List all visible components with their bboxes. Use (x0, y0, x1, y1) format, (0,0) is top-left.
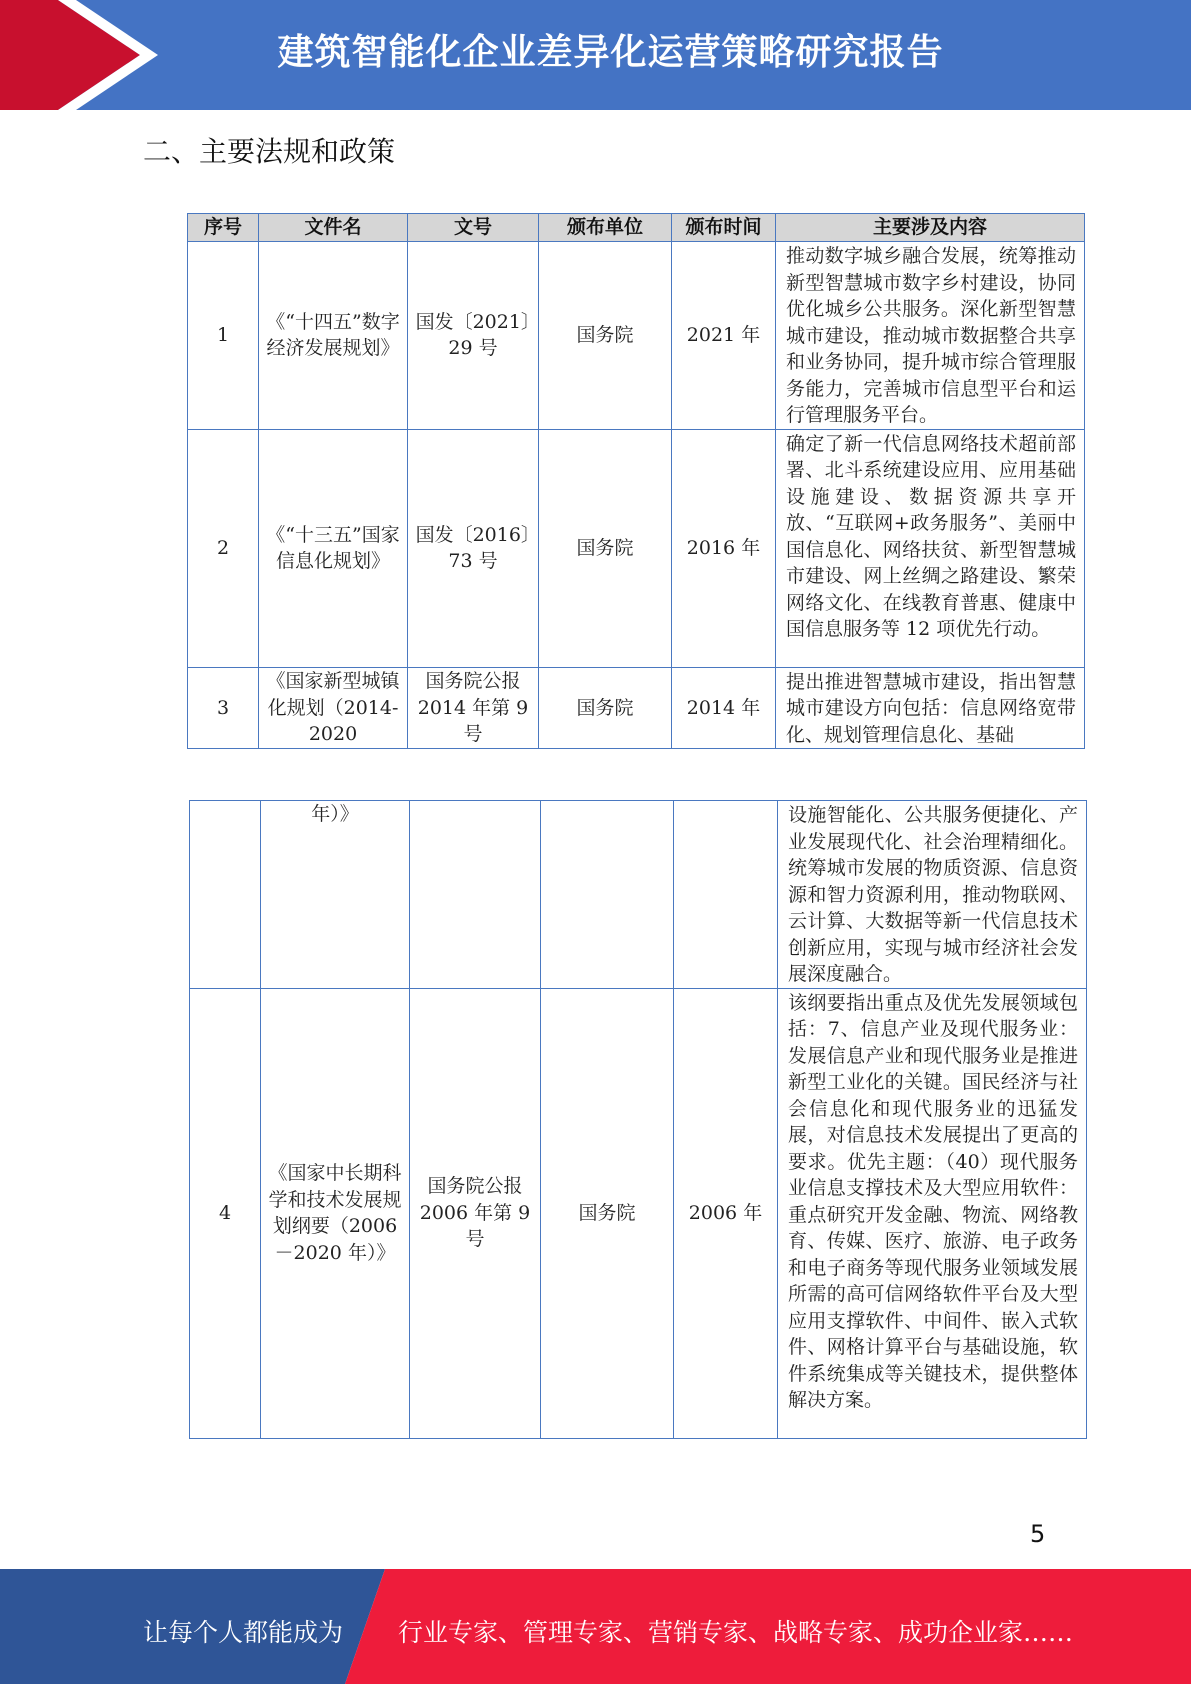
table-row (190, 988, 1087, 1438)
page-header (0, 0, 1191, 110)
column-header-no: 序号 (188, 214, 259, 242)
column-header-content: 主要涉及内容 (776, 214, 1085, 242)
row-issuer (541, 801, 674, 989)
row-content: 设施智能化、公共服务便捷化、产业发展现代化、社会治理精细化。统筹城市发展的物质资源、信息资源和智力资源利用，推动物联网、云计算、大数据等新一代信息技术创新应用，实现与城市经济社会发展深度融合。 (778, 801, 1087, 989)
row-issuer: 国务院 (541, 988, 674, 1438)
row-no: 3 (188, 667, 259, 749)
column-header-year: 颁布时间 (672, 214, 776, 242)
policy-table-part2 (189, 800, 1087, 1439)
row-doc-no: 国务院公报 2014 年第 9 号 (408, 667, 539, 749)
row-name: 《国家新型城镇化规划（2014-2020 (259, 667, 408, 749)
row-name: 《“十三五”国家信息化规划》 (259, 429, 408, 667)
report-title: 建筑智能化企业差异化运营策略研究报告 (277, 32, 944, 73)
row-no: 2 (188, 429, 259, 667)
table-row-continued (190, 801, 1087, 989)
row-doc-no: 国发〔2021〕29 号 (408, 242, 539, 430)
footer-slogan-right: 行业专家、管理专家、营销专家、战略专家、成功企业家…… (398, 1618, 1074, 1647)
header-arrow-decoration (0, 0, 160, 110)
row-year: 2016 年 (672, 429, 776, 667)
row-name: 年）》 (261, 801, 410, 989)
page-number: 5 (1030, 1520, 1046, 1548)
footer-slogan-left: 让每个人都能成为 (143, 1618, 344, 1647)
column-header-issuer: 颁布单位 (539, 214, 672, 242)
row-year: 2021 年 (672, 242, 776, 430)
row-no (190, 801, 261, 989)
row-name: 《“十四五”数字经济发展规划》 (259, 242, 408, 430)
row-content: 推动数字城乡融合发展，统筹推动新型智慧城市数字乡村建设，协同优化城乡公共服务。深化新型智慧城市建设，推动城市数据整合共享和业务协同，提升城市综合管理服务能力，完善城市信息型平台和运行管理服务平台。 (776, 242, 1085, 430)
row-name: 《国家中长期科学和技术发展规划纲要（2006－2020 年）》 (261, 988, 410, 1438)
section-heading: 二、主要法规和政策 (143, 135, 396, 168)
row-issuer: 国务院 (539, 429, 672, 667)
row-year: 2006 年 (674, 988, 778, 1438)
row-no: 4 (190, 988, 261, 1438)
row-content: 确定了新一代信息网络技术超前部署、北斗系统建设应用、应用基础设施建设、数据资源共享开放、“互联网+政务服务”、美丽中国信息化、网络扶贫、新型智慧城市建设、网上丝绸之路建设、繁荣网络文化、在线教育普惠、健康中国信息服务等 12 项优先行动。 (776, 429, 1085, 667)
row-no: 1 (188, 242, 259, 430)
row-issuer: 国务院 (539, 242, 672, 430)
table-header-row (188, 214, 1085, 242)
row-year (674, 801, 778, 989)
row-issuer: 国务院 (539, 667, 672, 749)
row-content: 该纲要指出重点及优先发展领域包括：7、信息产业及现代服务业：发展信息产业和现代服务业是推进新型工业化的关键。国民经济与社会信息化和现代服务业的迅猛发展，对信息技术发展提出了更高的要求。优先主题：（40）现代服务业信息支撑技术及大型应用软件：重点研究开发金融、物流、网络教育、传媒、医疗、旅游、电子政务和电子商务等现代服务业领域发展所需的高可信网络软件平台及大型应用支撑软件、中间件、嵌入式软件、网格计算平台与基础设施，软件系统集成等关键技术，提供整体解决方案。 (778, 988, 1087, 1438)
column-header-name: 文件名 (259, 214, 408, 242)
table-row (188, 667, 1085, 749)
page-footer (0, 1569, 1191, 1684)
table-row (188, 242, 1085, 430)
row-year: 2014 年 (672, 667, 776, 749)
policy-table-part1 (187, 213, 1085, 749)
row-content: 提出推进智慧城市建设，指出智慧城市建设方向包括：信息网络宽带化、规划管理信息化、基础 (776, 667, 1085, 749)
table-row (188, 429, 1085, 667)
column-header-doc-no: 文号 (408, 214, 539, 242)
row-doc-no: 国务院公报 2006 年第 9 号 (410, 988, 541, 1438)
row-doc-no: 国发〔2016〕73 号 (408, 429, 539, 667)
row-doc-no (410, 801, 541, 989)
